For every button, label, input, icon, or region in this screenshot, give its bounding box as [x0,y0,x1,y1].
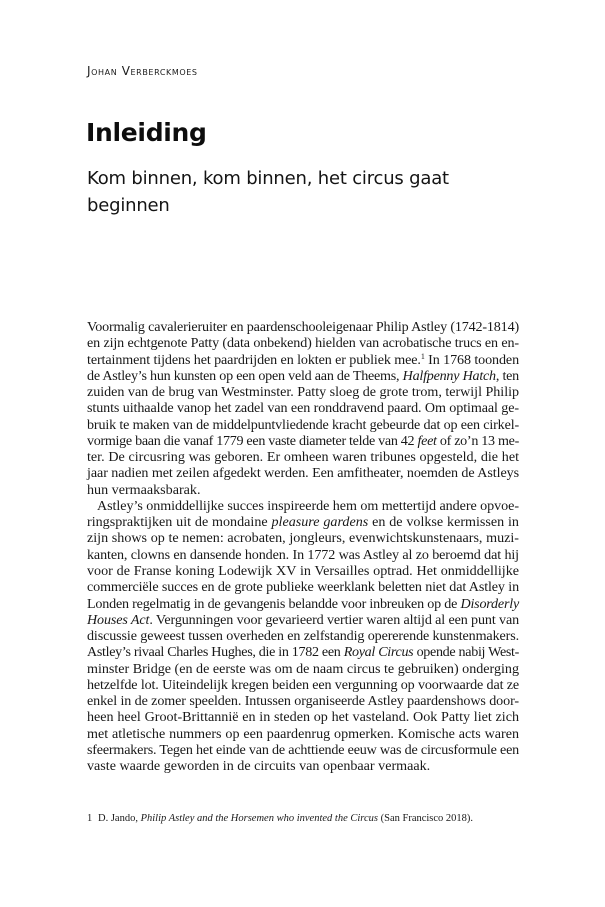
text-run: en de volkse kermissen in [368,514,519,531]
text-run: Voormalig cavalerieruiter en paardenschooleigenaar Philip Astley (1742-1814) [87,319,519,335]
text-line [87,417,519,433]
text-line [87,628,519,644]
text-line [87,400,519,416]
text-line [87,758,519,774]
text-line [87,449,519,465]
text-run: vaste waarde geworden in de circuits van openbaar vermaak. [87,758,431,775]
text-run: zuiden van de brug van Westminster. Patty sloeg de grote trom, terwijl Philip [87,384,519,401]
italic-text: Disorderly [460,595,520,612]
italic-text: Halfpenny Hatch [402,367,496,384]
text-line [87,596,519,612]
text-run: ter. De circusring was geboren. Er omheen waren tribunes opgesteld, die het [87,449,519,466]
text-line [87,726,519,742]
text-run: heen heel Groot-Brittannië en in steden op het vasteland. Ook Patty liet zich [87,709,519,726]
text-run: discussie geweest tussen overheden en zelfstandig opererende kunstenmakers. [87,628,519,645]
text-run: voor de Franse koning Lodewijk XV in Versailles optrad. Het onmiddellijke [87,562,519,579]
text-run: hun vermaaksbarak. [87,481,201,498]
text-run: jaar nadien met zeilen afgedekt werden. Een amfitheater, noemden de Astleys [87,465,519,482]
text-run: kanten, clowns en dansende honden. In 1772 was Astley al zo beroemd dat hij [87,546,519,563]
text-line [87,352,519,368]
text-line [87,693,519,709]
text-line [87,433,519,449]
italic-text: feet [417,432,437,449]
text-run: . Vergunningen voor gevarieerd vertier waren altijd al een punt van [149,611,520,628]
chapter-title: Inleiding [86,118,207,147]
footnote-reference[interactable]: 1 [420,351,425,361]
text-run: In 1768 toonden [424,351,520,368]
text-run: Londen regelmatig in de gevangenis belandde voor inbreuken op de [87,595,461,612]
text-run: ringspraktijken uit de mondaine [87,514,272,531]
text-line [87,563,519,579]
text-run: met atletische nummers op een paardenrug opmerken. Komische acts waren [87,725,519,742]
author-name: Johan Verberckmoes [87,64,198,78]
italic-text: Royal Circus [343,644,414,661]
text-line [87,514,519,530]
text-line [87,335,519,351]
paragraph [87,319,519,498]
text-run: tertainment tijdens het paardrijden en lokten er publiek mee. [87,351,421,368]
text-line [87,368,519,384]
text-line [87,612,519,628]
footnote-book-title: Philip Astley and the Horsemen who invented the Circus [140,813,378,824]
text-run: de Astley’s hun kunsten op een open veld aan de Theems, [87,367,403,384]
text-run: commerciële succes en de grote publieke weerklank beletten niet dat Astley in [87,579,519,596]
footnote [87,813,519,824]
text-run: Astley’s onmiddellijke succes inspireerde hem om mettertijd andere opvoe- [97,497,519,514]
text-line [87,482,519,498]
text-line [87,319,519,335]
text-run: hetzelfde lot. Uiteindelijk kregen beiden een vergunning op voorwaarde dat ze [87,676,519,693]
text-run: Astley’s rivaal Charles Hughes, die in 1782 een [87,644,344,661]
footnote-publication: (San Francisco 2018). [377,813,474,824]
paragraph [87,498,519,775]
footnote-author: D. Jando, [98,813,141,824]
text-run: minster Bridge (en de eerste was om de naam circus te gebruiken) onderging [87,660,519,677]
text-run: of zo’n 13 me- [436,432,519,449]
text-run: zijn shows op te nemen: acrobaten, jongleurs, evenwichtskunstenaars, muzi- [87,530,519,547]
text-run: enkel in de zomer speelden. Intussen organiseerde Astley paardenshows door- [87,693,519,710]
text-line [87,644,519,660]
text-run: en zijn echtgenote Patty (data onbekend) hielden van acrobatische trucs en en- [87,335,519,352]
text-line [87,498,519,514]
footnote-number: 1 [87,813,93,824]
italic-text: pleasure gardens [271,514,369,531]
text-line [87,547,519,563]
text-line [87,742,519,758]
text-run: opende nabij West- [413,644,520,661]
text-line [87,579,519,595]
text-line [87,709,519,725]
text-run: stunts uithaalde vanop het zadel van een ronddravend paard. Om optimaal ge- [87,400,519,417]
text-line [87,465,519,481]
text-run: bruik te maken van de middelpuntvliedende kracht gebeurde dat op een cirkel- [87,416,519,433]
text-run: sfeermakers. Tegen het einde van de achttiende eeuw was de circusformule een [87,741,519,758]
text-line [87,384,519,400]
text-run: , ten [495,367,519,384]
text-run: vormige baan die vanaf 1779 een vaste diameter telde van 42 [87,432,418,449]
text-line [87,661,519,677]
italic-text: Houses Act [87,611,150,628]
body-text [87,319,519,774]
text-line [87,530,519,546]
chapter-subtitle: Kom binnen, kom binnen, het circus gaat beginnen [87,168,449,216]
text-line [87,677,519,693]
